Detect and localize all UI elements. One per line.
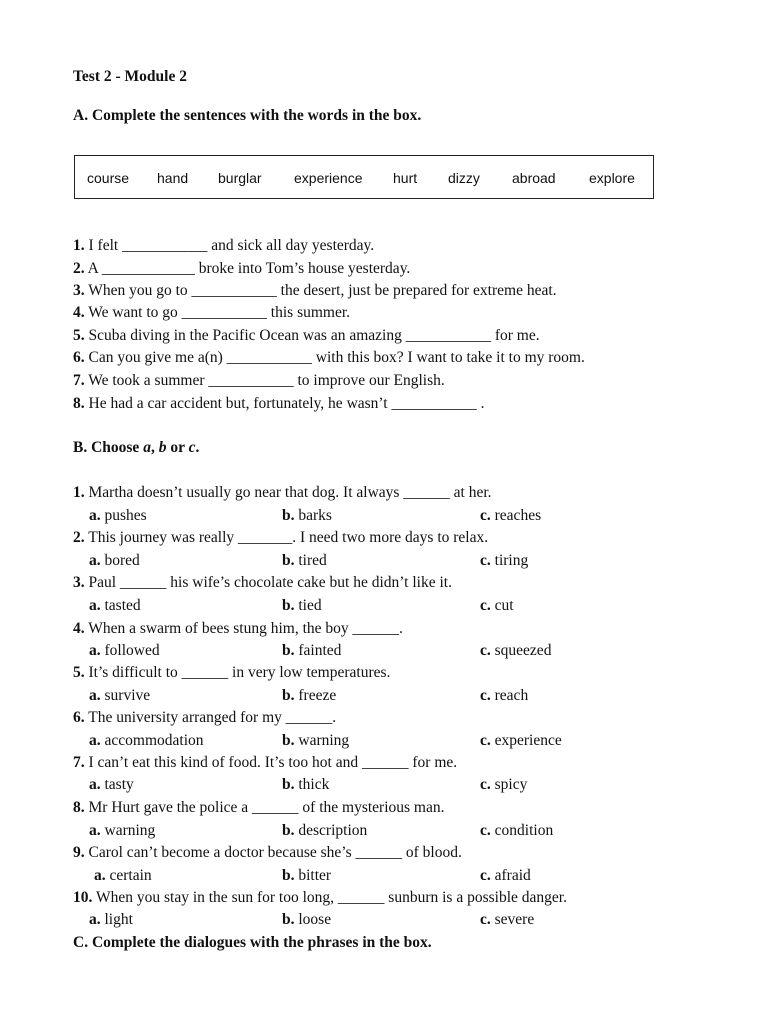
option-c: c. cut xyxy=(480,597,514,614)
question-stem: 3. Paul ______ his wife’s chocolate cake but he didn’t like it. xyxy=(73,574,452,591)
option-c: c. tiring xyxy=(480,552,529,569)
option-b: b. warning xyxy=(282,732,350,749)
question-stem: 1. Martha doesn’t usually go near that dog. It always ______ at her. xyxy=(73,484,492,501)
section-a-item: 6. Can you give me a(n) ___________ with this box? I want to take it to my room. xyxy=(73,349,585,366)
option-a: a. pushes xyxy=(89,507,147,524)
question-stem: 10. When you stay in the sun for too long, ______ sunburn is a possible danger. xyxy=(73,889,567,906)
section-a-item: 4. We want to go ___________ this summer. xyxy=(73,304,351,321)
option-b: b. freeze xyxy=(282,687,337,704)
option-a: a. survive xyxy=(89,687,151,704)
option-c: c. severe xyxy=(480,911,535,928)
word-box-item: burglar xyxy=(218,170,262,186)
option-a: a. tasted xyxy=(89,597,141,614)
option-c: c. spicy xyxy=(480,776,528,793)
word-box-item: experience xyxy=(294,170,363,186)
page-title: Test 2 - Module 2 xyxy=(73,68,187,85)
option-c: c. condition xyxy=(480,822,554,839)
option-a: a. followed xyxy=(89,642,160,659)
option-a: a. light xyxy=(89,911,133,928)
word-box-item: hurt xyxy=(393,170,418,186)
option-a: a. bored xyxy=(89,552,140,569)
option-a: a. tasty xyxy=(89,776,134,793)
question-stem: 8. Mr Hurt gave the police a ______ of the mysterious man. xyxy=(73,799,445,816)
option-c: c. experience xyxy=(480,732,562,749)
section-a-item: 2. A ____________ broke into Tom’s house yesterday. xyxy=(73,260,411,277)
option-a: a. warning xyxy=(89,822,156,839)
question-stem: 9. Carol can’t become a doctor because she’s ______ of blood. xyxy=(73,844,462,861)
option-c: c. afraid xyxy=(480,867,531,884)
word-box-item: hand xyxy=(157,170,189,186)
question-stem: 6. The university arranged for my ______. xyxy=(73,709,337,726)
word-box-item: abroad xyxy=(512,170,556,186)
question-stem: 2. This journey was really _______. I need two more days to relax. xyxy=(73,529,489,546)
option-b: b. tied xyxy=(282,597,322,614)
option-a: a. certain xyxy=(94,867,152,884)
section-a-heading: A. Complete the sentences with the words in the box. xyxy=(73,107,422,124)
question-stem: 7. I can’t eat this kind of food. It’s too hot and ______ for me. xyxy=(73,754,458,771)
word-box-item: course xyxy=(87,170,130,186)
option-c: c. squeezed xyxy=(480,642,552,659)
section-a-item: 3. When you go to ___________ the desert, just be prepared for extreme heat. xyxy=(73,282,557,299)
option-b: b. barks xyxy=(282,507,332,524)
option-a: a. accommodation xyxy=(89,732,204,749)
option-b: b. loose xyxy=(282,911,332,928)
option-b: b. fainted xyxy=(282,642,342,659)
word-box-item: explore xyxy=(589,170,635,186)
option-b: b. bitter xyxy=(282,867,332,884)
option-c: c. reaches xyxy=(480,507,542,524)
section-b-heading: B. Choose a, b or c. xyxy=(73,439,200,456)
section-a-item: 8. He had a car accident but, fortunately, he wasn’t ___________ . xyxy=(73,395,485,412)
section-c-heading: C. Complete the dialogues with the phrases in the box. xyxy=(73,934,432,951)
section-a-item: 5. Scuba diving in the Pacific Ocean was an amazing ___________ for me. xyxy=(73,327,540,344)
section-a-item: 1. I felt ___________ and sick all day yesterday. xyxy=(73,237,375,254)
question-stem: 4. When a swarm of bees stung him, the boy ______. xyxy=(73,620,403,637)
word-box-item: dizzy xyxy=(448,170,480,186)
option-b: b. thick xyxy=(282,776,330,793)
section-a-item: 7. We took a summer ___________ to improve our English. xyxy=(73,372,445,389)
option-b: b. description xyxy=(282,822,368,839)
word-box xyxy=(74,155,654,199)
question-stem: 5. It’s difficult to ______ in very low temperatures. xyxy=(73,664,391,681)
option-c: c. reach xyxy=(480,687,529,704)
option-b: b. tired xyxy=(282,552,327,569)
